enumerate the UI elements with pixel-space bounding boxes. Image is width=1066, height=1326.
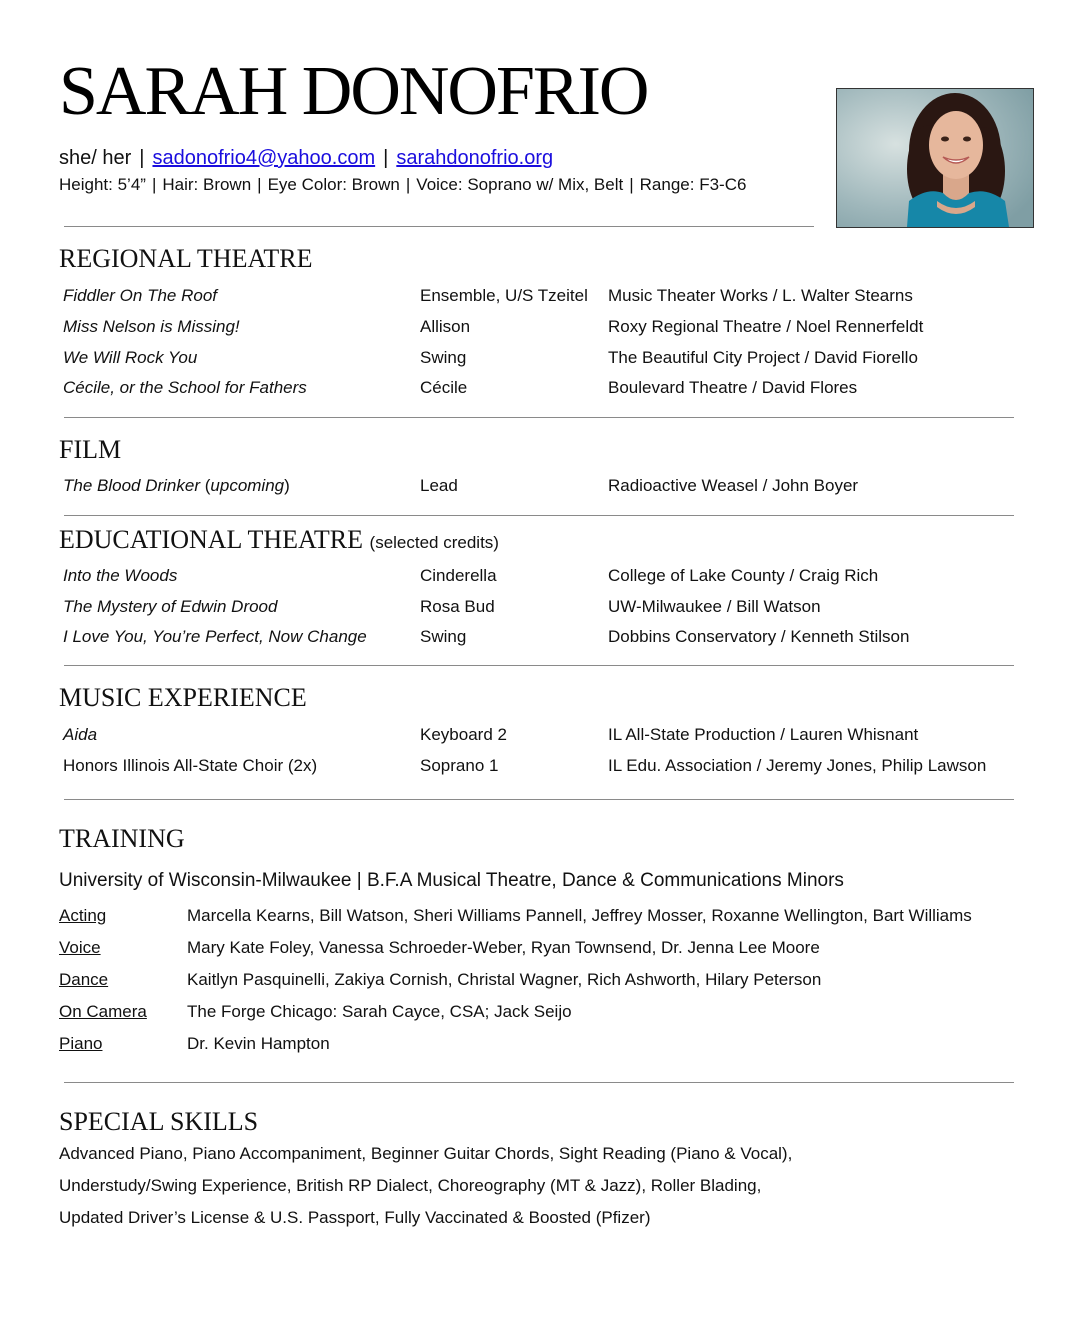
film-title: The Blood Drinker [63, 476, 201, 495]
credit-company: Roxy Regional Theatre / Noel Rennerfeldt [608, 317, 924, 336]
credit-role: Rosa Bud [420, 597, 495, 616]
stat-separator: | [257, 175, 262, 194]
training-row [0, 999, 1066, 1025]
stat-eye-color: Eye Color: Brown [267, 175, 400, 194]
training-school: University of Wisconsin-Milwaukee | B.F.A Musical Theatre, Dance & Communications Minors [59, 870, 844, 891]
divider [64, 1082, 1014, 1083]
credit-show: Into the Woods [63, 566, 178, 585]
website-link[interactable]: sarahdonofrio.org [396, 147, 554, 169]
stat-range: Range: F3-C6 [639, 175, 747, 194]
credit-show: Honors Illinois All-State Choir (2x) [63, 756, 318, 775]
credit-show: I Love You, You’re Perfect, Now Change [63, 627, 367, 646]
section-title-regional-theatre: REGIONAL THEATRE [59, 244, 313, 273]
section-title-film: FILM [59, 435, 122, 464]
credit-company: IL Edu. Association / Jeremy Jones, Philip Lawson [608, 756, 987, 775]
credit-role: Keyboard 2 [420, 725, 507, 744]
film-note-close: ) [284, 476, 290, 495]
section-title-training: TRAINING [59, 824, 185, 853]
stat-height: Height: 5’4” [59, 175, 146, 194]
credit-role: Swing [420, 627, 467, 646]
training-label: Dance [59, 970, 109, 989]
credit-role: Soprano 1 [420, 756, 499, 775]
credit-role: Cécile [420, 378, 468, 397]
training-label: On Camera [59, 1002, 147, 1021]
credit-company: College of Lake County / Craig Rich [608, 566, 879, 585]
credit-row [0, 375, 1066, 401]
contact-separator: | [383, 147, 389, 169]
credit-company: Music Theater Works / L. Walter Stearns [608, 286, 913, 305]
credit-row [0, 594, 1066, 620]
divider [64, 665, 1014, 666]
credit-row [0, 624, 1066, 650]
credit-row [0, 283, 1066, 309]
credit-show: Miss Nelson is Missing! [63, 317, 240, 336]
credit-company: The Beautiful City Project / David Fiorello [608, 348, 918, 367]
stat-separator: | [405, 175, 411, 194]
stat-voice: Voice: Soprano w/ Mix, Belt [416, 175, 624, 194]
training-value: Marcella Kearns, Bill Watson, Sheri Williams Pannell, Jeffrey Mosser, Roxanne Wellington, Bart Williams [187, 906, 972, 925]
training-value: Dr. Kevin Hampton [187, 1034, 330, 1053]
training-row [0, 903, 1066, 929]
training-label: Acting [59, 906, 107, 925]
credit-row [0, 314, 1066, 340]
credit-company: Boulevard Theatre / David Flores [608, 378, 858, 397]
training-row [0, 935, 1066, 961]
credit-row [0, 563, 1066, 589]
training-value: Kaitlyn Pasquinelli, Zakiya Cornish, Christal Wagner, Rich Ashworth, Hilary Peterson [187, 970, 822, 989]
training-row [0, 967, 1066, 993]
skills-line: Updated Driver’s License & U.S. Passport, Fully Vaccinated & Boosted (Pfizer) [59, 1208, 651, 1227]
credit-row [0, 753, 1066, 779]
credit-company: Dobbins Conservatory / Kenneth Stilson [608, 627, 910, 646]
divider [64, 799, 1014, 800]
headshot-photo [836, 88, 1034, 228]
credit-company: IL All-State Production / Lauren Whisnant [608, 725, 919, 744]
educational-title: EDUCATIONAL THEATRE [59, 525, 364, 554]
credit-show: Aida [63, 725, 98, 744]
pronouns: she/ her [59, 147, 132, 169]
credit-row [0, 473, 1066, 499]
credit-row [0, 345, 1066, 371]
training-label: Piano [59, 1034, 103, 1053]
credit-show: Cécile, or the School for Fathers [63, 378, 307, 397]
training-value: Mary Kate Foley, Vanessa Schroeder-Weber, Ryan Townsend, Dr. Jenna Lee Moore [187, 938, 820, 957]
section-title-special-skills: SPECIAL SKILLS [59, 1107, 259, 1136]
credit-role: Lead [420, 476, 458, 495]
divider [64, 226, 814, 227]
physical-stats [59, 174, 746, 196]
email-link[interactable]: sadonofrio4@yahoo.com [152, 147, 376, 169]
section-title-educational-theatre [59, 525, 499, 558]
credit-role: Ensemble, U/S Tzeitel [420, 286, 588, 305]
section-title-music-experience: MUSIC EXPERIENCE [59, 683, 307, 712]
credit-role: Cinderella [420, 566, 497, 585]
credit-role: Allison [420, 317, 471, 336]
credit-company: Radioactive Weasel / John Boyer [608, 476, 859, 495]
contact-line [59, 145, 553, 171]
headshot-illustration [837, 89, 1033, 227]
contact-separator: | [139, 147, 145, 169]
skills-line: Advanced Piano, Piano Accompaniment, Beginner Guitar Chords, Sight Reading (Piano & Vocal), [59, 1144, 793, 1163]
resume-name: SARAH DONOFRIO [59, 53, 648, 130]
film-note-open: ( [200, 476, 211, 495]
educational-subtitle: (selected credits) [369, 533, 499, 552]
stat-separator: | [151, 175, 157, 194]
credit-show: Fiddler On The Roof [63, 286, 218, 305]
film-note: upcoming [210, 476, 285, 495]
divider [64, 515, 1014, 516]
skills-line: Understudy/Swing Experience, British RP Dialect, Choreography (MT & Jazz), Roller Blading, [59, 1176, 762, 1195]
credit-role: Swing [420, 348, 467, 367]
credit-show: The Mystery of Edwin Drood [63, 597, 278, 616]
credit-company: UW-Milwaukee / Bill Watson [608, 597, 821, 616]
credit-show [63, 473, 290, 499]
stat-hair: Hair: Brown [162, 175, 252, 194]
training-row [0, 1031, 1066, 1057]
training-label: Voice [59, 938, 101, 957]
stat-separator: | [629, 175, 634, 194]
training-value: The Forge Chicago: Sarah Cayce, CSA; Jack Seijo [187, 1002, 572, 1021]
credit-row [0, 722, 1066, 748]
divider [64, 417, 1014, 418]
special-skills-text [59, 1138, 1019, 1234]
credit-show: We Will Rock You [63, 348, 198, 367]
